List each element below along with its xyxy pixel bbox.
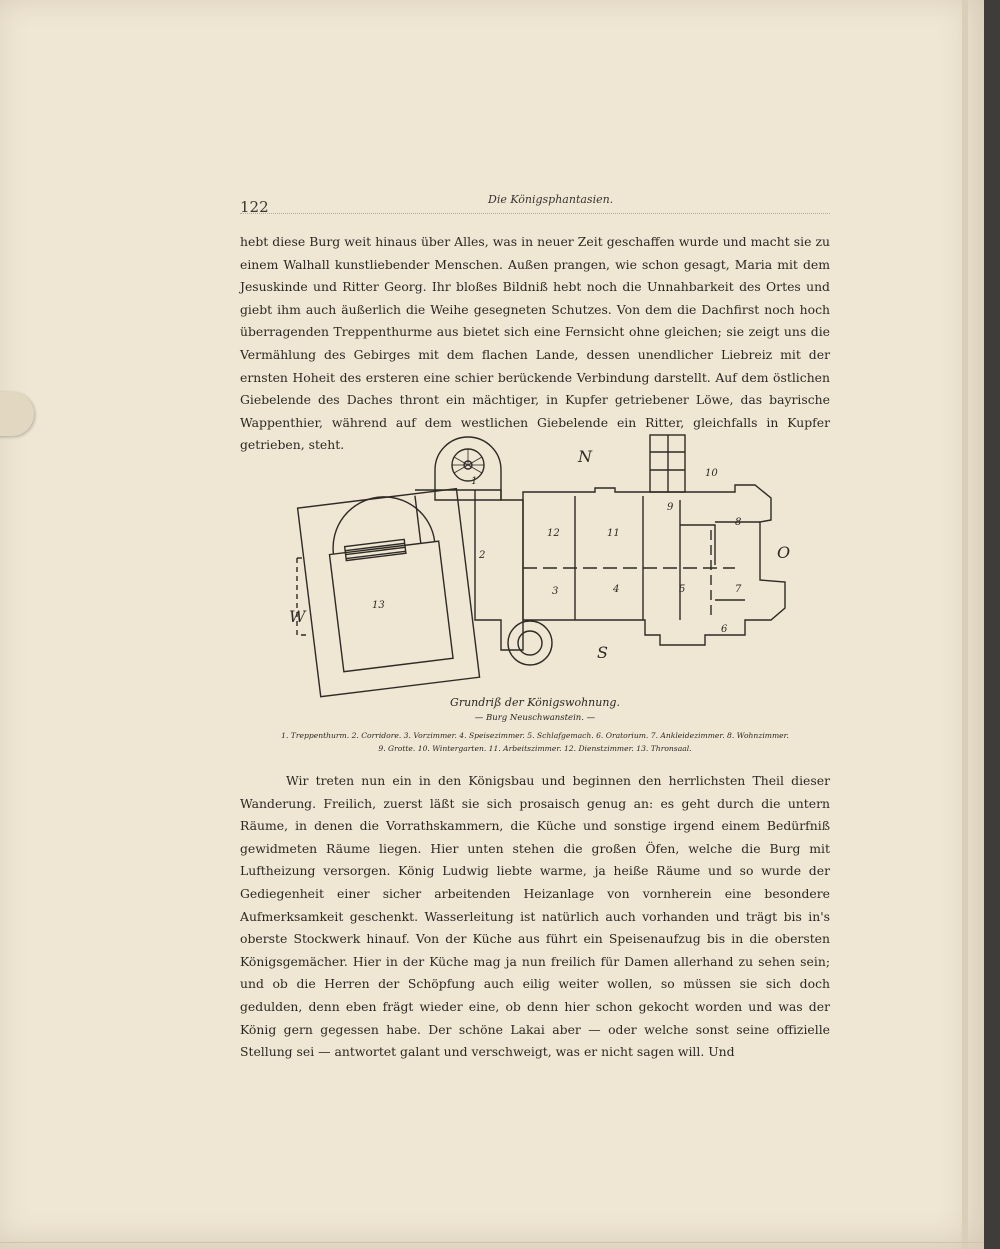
compass-east: O [777,543,791,562]
body-paragraph-2: Wir treten nun ein in den Königsbau und beginnen den herrlichsten Theil dieser Wanderung. Freilich, zuerst läßt sie sich prosaisch genug an: es geht durch die untern Räume, in denen die Vorrathskammern, die Küche und sonstige irgend einem Bedürfniß gewidmeten Räume liegen. Hier unten stehen die großen Öfen, welche die Burg mit Luftheizung versorgen. König Ludwig liebte warme, ja heiße Räume und so wurde der Gediegenheit einer sicher arbeitenden Heizanlage von vornherein eine besondere Aufmerksamkeit geschenkt. Wasserleitung ist natürlich auch vorhanden und trägt bis in's oberste Stockwerk hinauf. Von der Küche aus führt ein Speisenaufzug bis in die obersten Königsgemächer. Hier in der Küche mag ja nun freilich für Damen allerhand zu sehen sein; und ob die Herren der Schöpfung auch eilig weiter wollen, so müssen sie sich doch gedulden, denn eben frägt wieder eine, ob denn hier schon gekocht worden und was der König gern gegessen habe. Der schöne Lakai aber — oder welche sonst seine offizielle Stellung sei — antwortet galant und verschweigt, was er nicht sagen will. Und [240,773,830,1060]
throne-hall-outer [298,489,480,697]
plan-caption-subtitle: — Burg Neuschwanstein. — [474,713,596,723]
plan-caption-title: Grundriß der Königswohnung. [450,696,620,709]
running-head: Die Königsphantasien. [488,193,614,206]
room-label: 4 [613,584,620,595]
compass-west: W [289,607,306,626]
room-label: 8 [735,517,742,528]
room-label: 11 [607,528,620,539]
plan-legend-line-1: 1. Treppenthurm. 2. Corridore. 3. Vorzimmer. 4. Speisezimmer. 5. Schlafgemach. 6. Oratorium. 7. Ankleidezimmer. 8. Wohnzimmer. [281,731,789,740]
page-number: 122 [240,198,269,216]
room-label: 9 [667,502,674,513]
compass-south: S [597,643,608,662]
room-label: 2 [479,550,486,561]
room-label: 6 [721,624,728,635]
body-paragraph-1: hebt diese Burg weit hinaus über Alles, was in neuer Zeit geschaffen wurde und macht sie zu einem Walhall kunstliebender Menschen. Außen prangen, wie schon gesagt, Maria mit dem Jesuskinde und Ritter Georg. Ihr bloßes Bildniß hebt noch die Unnahbarkeit des Ortes und giebt ihm auch äußerlich die Weihe gesegneten Schutzes. Von dem die Dachfirst noch hoch überragenden Treppenthurme aus bietet sich eine Fernsicht ohne gleichen; sie zeigt uns die Vermählung des Gebirges mit dem flachen Lande, dessen unendlicher Liebreiz mit der ernsten Hoheit des ersteren eine schier berückende Verbindung darstellt. Auf dem östlichen Giebelende des Daches thront ein mächtiger, in Kupfer getriebener Löwe, das bayrische Wappenthier, während auf dem westlichen Giebelende ein Ritter, gleichfalls in Kupfer getrieben, steht. [240,234,830,453]
room-label: 3 [552,586,559,597]
room-label: 5 [679,584,686,595]
floor-plan [275,430,815,700]
compass-north: N [578,447,592,466]
room-label: 13 [372,600,385,611]
header-rule [240,213,830,214]
bottom-edge-line [0,1242,984,1243]
room-label: 10 [705,468,718,479]
room-label: 7 [735,584,742,595]
sheet-edge [962,0,968,1249]
room-label: 1 [471,476,478,487]
plan-legend-line-2: 9. Grotte. 10. Wintergarten. 11. Arbeitszimmer. 12. Dienstzimmer. 13. Thronsaal. [378,744,692,753]
room-label: 12 [547,528,560,539]
